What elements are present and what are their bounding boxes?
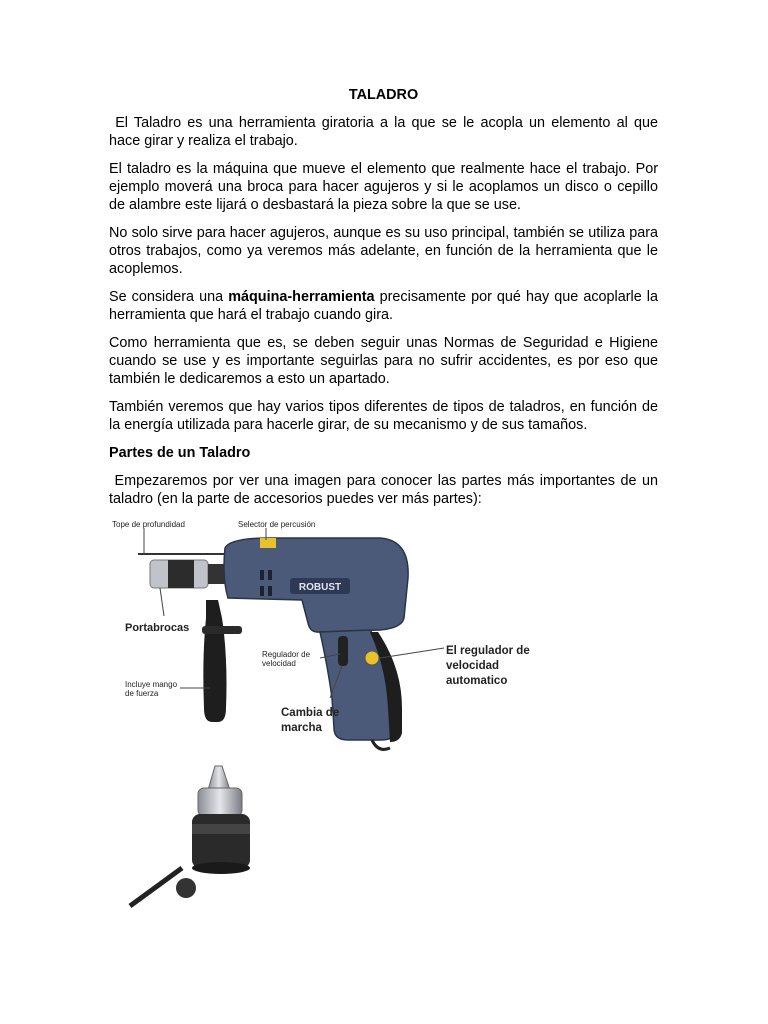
paragraph-intro: El Taladro es una herramienta giratoria a la que se le acopla un elemento al que hace girar y realiza el trabajo.	[109, 115, 662, 149]
label-depth-stop: Tope de profundidad	[112, 520, 185, 529]
paragraph-uses: No solo sirve para hacer agujeros, aunque es su uso principal, también se utiliza para otros trabajos, como ya veremos más adelante, en función de la herramienta que le acoplemos.	[109, 225, 658, 277]
label-chuck: Portabrocas	[125, 622, 190, 634]
label-line: Regulador de	[262, 650, 311, 659]
paragraph-machine: El taladro es la máquina que mueve el elemento que realmente hace el trabajo. Por ejemplo moverá una broca para hacer agujeros y si le acoplamos un disco o cepillo de alambre este lijará o desbastará la pieza sobre la que se use.	[109, 161, 658, 213]
document-body	[109, 86, 662, 518]
label-line: Cambia de	[281, 707, 340, 719]
speed-regulator-knob	[365, 651, 379, 665]
chuck-and-key-image	[120, 760, 260, 910]
power-cord	[372, 740, 390, 749]
chuck-jaws	[208, 766, 230, 790]
paragraph-text: precisamente por qué hay que acoplarle la herramienta que hará el trabajo cuando gira.	[109, 289, 662, 323]
chuck-illustration	[120, 760, 260, 910]
chuck-body	[192, 814, 250, 868]
bold-term: máquina-herramienta	[228, 289, 375, 305]
label-handle	[125, 680, 177, 698]
page-title: TALADRO	[348, 87, 419, 103]
trigger	[338, 636, 348, 666]
side-handle-collar	[202, 626, 242, 634]
paragraph-machine-tool	[109, 288, 662, 324]
chuck-ring	[168, 560, 194, 588]
percussion-selector	[260, 538, 276, 548]
label-gear-change	[281, 706, 339, 736]
side-handle	[203, 600, 226, 722]
paragraph-text: Se considera una	[109, 289, 229, 305]
label-speed-regulator	[262, 650, 310, 668]
chuck-teeth	[192, 824, 250, 834]
paragraph-types: También veremos que hay varios tipos diferentes de tipos de taladros, en función de la energía utilizada para hacerle girar, de su mecanismo y de sus tamaños.	[109, 399, 658, 433]
vent	[260, 570, 264, 580]
vent	[260, 586, 264, 596]
label-percussion-selector: Selector de percusión	[238, 520, 316, 529]
paragraph-safety: Como herramienta que es, se deben seguir unas Normas de Seguridad e Higiene cuando se use y es importante seguirlas para no sufrir accidentes, es por eso que también le dedicaremos a esto un apartado.	[109, 335, 658, 387]
label-line: El regulador de	[446, 645, 530, 657]
leader-line	[160, 588, 164, 616]
chuck-key-gear	[176, 878, 196, 898]
label-line: de fuerza	[125, 689, 159, 698]
label-line: velocidad	[262, 659, 296, 668]
label-line: automatico	[446, 675, 508, 687]
chuck-key-shaft	[130, 868, 182, 906]
label-line: velocidad	[446, 660, 500, 672]
chuck-sleeve	[198, 788, 242, 816]
chuck-base	[192, 862, 250, 874]
label-line: marcha	[281, 722, 322, 734]
label-line: Incluye mango	[125, 680, 178, 689]
vent	[268, 570, 272, 580]
vent	[268, 586, 272, 596]
section-heading: Partes de un Taladro	[109, 445, 251, 461]
paragraph-parts-intro: Empezaremos por ver una imagen para conocer las partes más importantes de un taladro (en la parte de accesorios puedes ver más partes):	[109, 473, 662, 507]
label-automatic-regulator	[446, 644, 530, 689]
brand-text: ROBUST	[298, 582, 342, 593]
drill-parts-figure	[110, 508, 550, 753]
